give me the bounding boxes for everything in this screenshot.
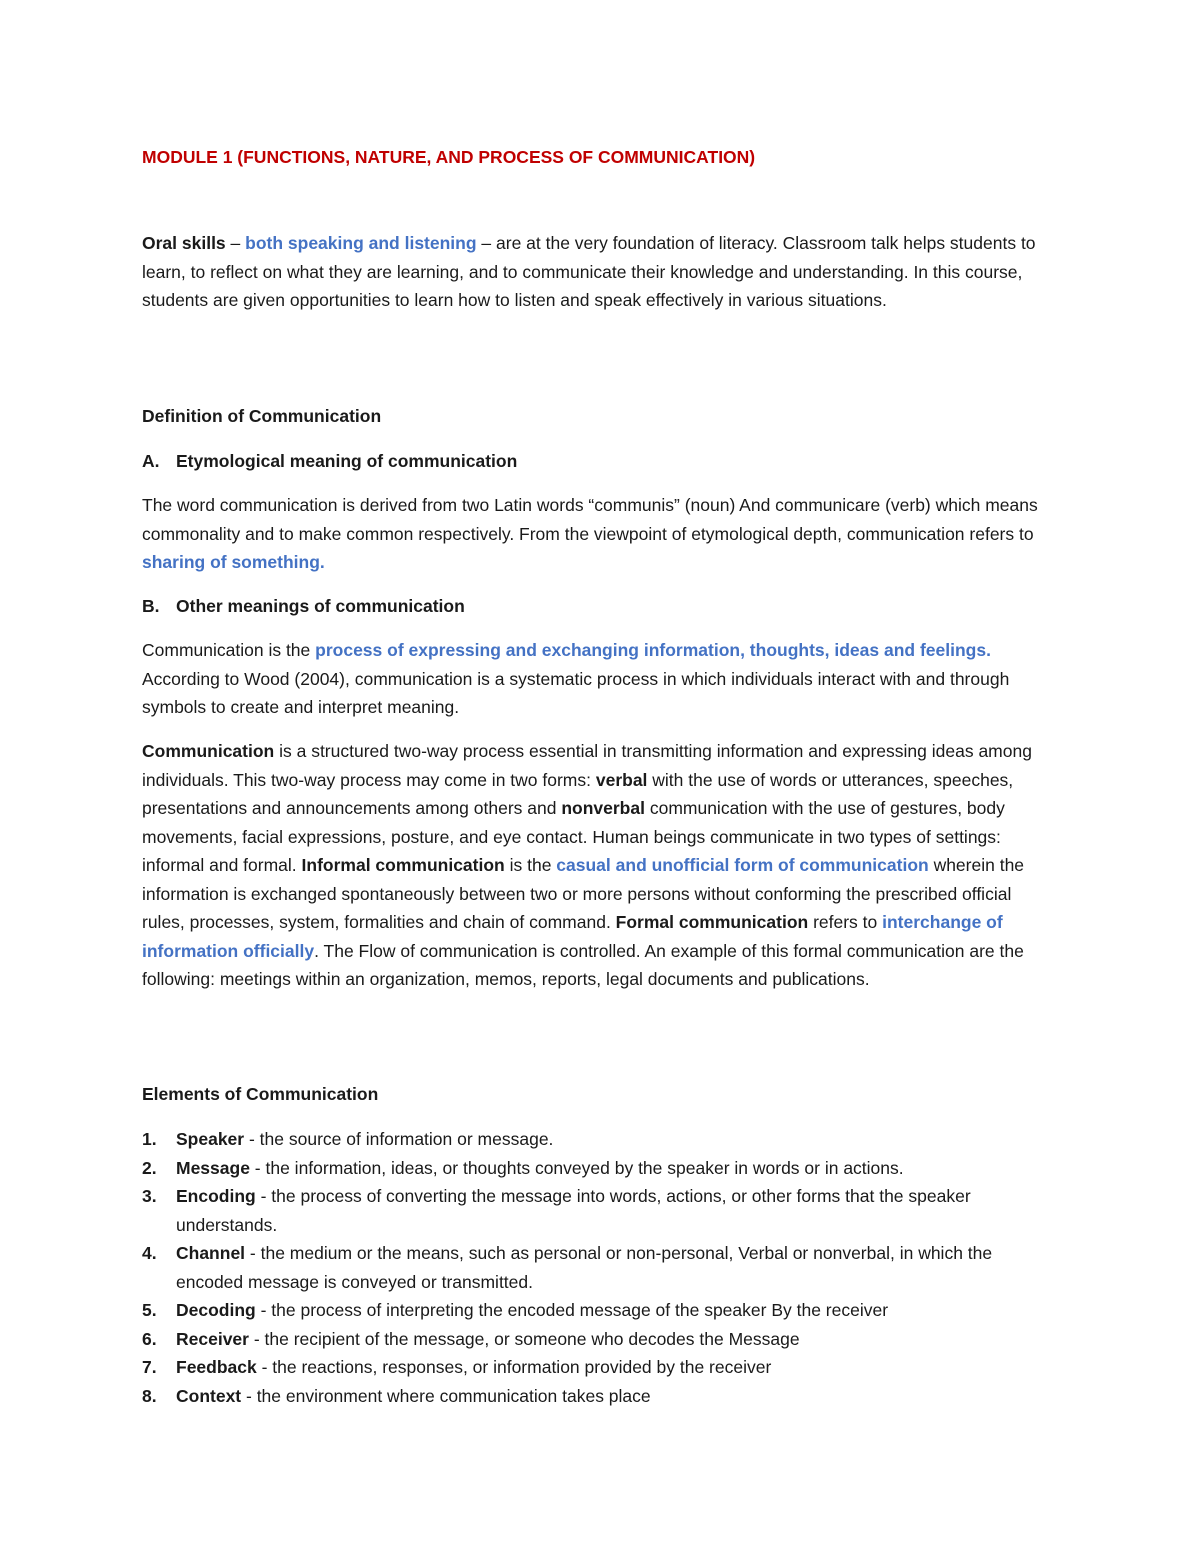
section-a-paragraph: [142, 491, 1054, 577]
list-item: [142, 1296, 1062, 1325]
list-number: 2.: [142, 1157, 157, 1178]
text-segment: . The Flow of communication is controlled. An example of this formal communication are the following: meetings within an organization, memos, reports, legal documents and publications.: [142, 940, 1024, 989]
section-a-title: Etymological meaning of communication: [176, 451, 518, 471]
text-segment: with the use of words or utterances, speeches, presentations and announcements among others and: [142, 769, 1014, 818]
list-desc: - the reactions, responses, or information provided by the receiver: [256, 1357, 772, 1377]
intro-highlight: both speaking and listening: [245, 233, 477, 253]
list-desc: - the process of converting the message into words, actions, or other forms that the speaker understands.: [176, 1186, 971, 1235]
list-number: 3.: [142, 1186, 157, 1206]
list-item: [142, 1239, 1062, 1296]
section-b-paragraph: [142, 636, 1054, 722]
highlight-formal: interchange of information officially: [142, 912, 1003, 961]
elements-list: [142, 1125, 1062, 1410]
list-term: Channel: [176, 1243, 246, 1263]
term-informal-communication: Informal communication: [301, 855, 505, 875]
intro-rest: – are at the very foundation of literacy. Classroom talk helps students to learn, to reflect on what they are learning, and to communicate their knowledge and understanding. In this course, students are given opportunities to learn how to listen and speak effectively in various situations.: [142, 233, 1036, 310]
list-term: Receiver: [176, 1328, 249, 1349]
text-segment: communication with the use of gestures, body movements, facial expressions, posture, and eye contact. Human beings communicate in two types of settings: informal and formal.: [142, 798, 1005, 875]
list-desc: - the process of interpreting the encoded message of the speaker By the receiver: [255, 1300, 889, 1320]
list-term: Feedback: [176, 1357, 257, 1377]
intro-lead: Oral skills: [142, 233, 226, 253]
list-term: Encoding: [176, 1186, 256, 1206]
term-nonverbal: nonverbal: [561, 798, 645, 818]
elements-heading: Elements of Communication: [142, 1084, 379, 1104]
section-b-heading: [142, 592, 465, 621]
section-b-letter: B.: [142, 596, 160, 616]
list-item: [142, 1154, 1062, 1183]
highlight-informal: casual and unofficial form of communication: [556, 855, 929, 875]
list-desc: - the source of information or message.: [244, 1129, 554, 1149]
term-formal-communication: Formal communication: [615, 912, 809, 932]
section-b-text2: According to Wood (2004), communication is a systematic process in which individuals interact with and through symbols to create and interpret meaning.: [142, 668, 1010, 717]
list-term: Decoding: [176, 1300, 256, 1320]
text-segment: wherein the information is exchanged spontaneously between two or more persons without conforming the prescribed official rules, processes, system, formalities and chain of command.: [142, 855, 1025, 932]
list-item: [142, 1353, 1062, 1382]
communication-paragraph: [142, 737, 1054, 994]
list-number: 1.: [142, 1129, 157, 1149]
list-term: Context: [176, 1385, 242, 1406]
list-desc: - the information, ideas, or thoughts conveyed by the speaker in words or in actions.: [249, 1157, 904, 1178]
list-desc: - the medium or the means, such as personal or non-personal, Verbal or nonverbal, in which the encoded message is conveyed or transmitted.: [176, 1243, 993, 1292]
section-b-highlight: process of expressing and exchanging information, thoughts, ideas and feelings.: [315, 640, 991, 660]
list-number: 8.: [142, 1385, 157, 1406]
module-title: MODULE 1 (FUNCTIONS, NATURE, AND PROCESS OF COMMUNICATION): [142, 147, 756, 167]
list-number: 7.: [142, 1357, 157, 1377]
text-segment: is the: [504, 855, 557, 875]
section-b-title: Other meanings of communication: [176, 596, 465, 616]
list-item: [142, 1125, 1062, 1154]
intro-paragraph: [142, 229, 1054, 315]
section-a-heading: [142, 447, 517, 476]
term-verbal: verbal: [595, 769, 648, 790]
section-b-text1: Communication is the: [142, 640, 316, 660]
list-term: Speaker: [176, 1129, 245, 1149]
text-segment: refers to: [808, 912, 883, 932]
intro-dash: –: [225, 233, 246, 253]
list-item: [142, 1382, 1062, 1411]
definition-heading: Definition of Communication: [142, 406, 382, 426]
list-desc: - the environment where communication takes place: [241, 1385, 651, 1406]
list-item: [142, 1182, 1062, 1239]
section-a-letter: A.: [142, 451, 160, 471]
list-item: [142, 1325, 1062, 1354]
list-number: 5.: [142, 1300, 157, 1320]
term-communication: Communication: [142, 741, 275, 761]
section-a-highlight: sharing of something.: [142, 552, 325, 572]
list-number: 4.: [142, 1243, 157, 1263]
section-a-text: The word communication is derived from two Latin words “communis” (noun) And communicare (verb) which means commonality and to make common respectively. From the viewpoint of etymological depth, communication refers to: [142, 495, 1038, 544]
text-segment: is a structured two-way process essential in transmitting information and expressing ideas among individuals. This two-way process may come in two forms:: [142, 741, 1032, 790]
list-number: 6.: [142, 1328, 157, 1349]
list-desc: - the recipient of the message, or someone who decodes the Message: [248, 1328, 800, 1349]
list-term: Message: [176, 1157, 250, 1178]
